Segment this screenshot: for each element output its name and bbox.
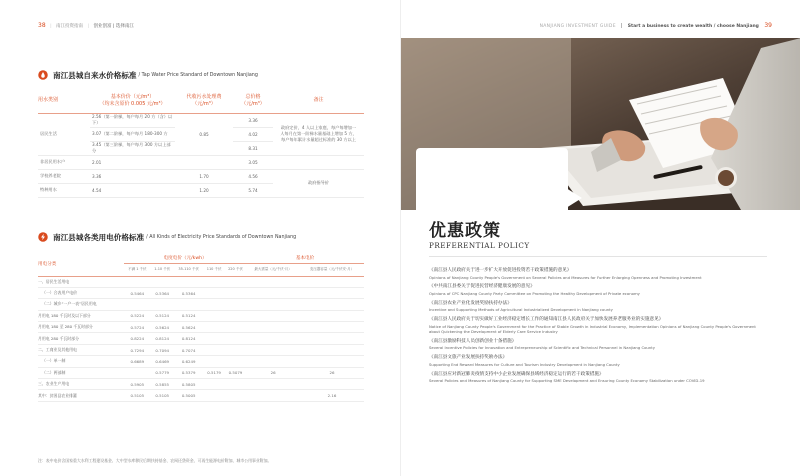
- elec-price-cell: 0.5005: [174, 390, 204, 401]
- table-row: [38, 276, 364, 287]
- policy-item: [429, 355, 767, 367]
- elec-price-cell: [203, 299, 224, 310]
- elec-subheader: 1-10 千伏: [151, 263, 174, 276]
- elec-row-label: （二）两部制: [38, 367, 124, 378]
- header-category: 南江投资指南: [56, 24, 84, 29]
- elec-price-cell: 0.5124: [174, 310, 204, 321]
- water-tier-total: 8.31: [233, 141, 273, 155]
- elec-price-cell: 0.5724: [124, 322, 151, 333]
- policy-title-en-item: Opinions of CPC Nanjiang County Party Committee on Promoting the Healthy Development of Private economy: [429, 290, 640, 296]
- electricity-table-body: [38, 276, 364, 401]
- page-number-left: 38: [38, 22, 46, 29]
- elec-price-cell: 0.5464: [124, 287, 151, 298]
- elec-price-cell: 0.7294: [124, 344, 151, 355]
- policy-title-en-item: Incentive and Supporting Methods of Agricultural Industrialized Development in Nanjiang county: [429, 307, 613, 313]
- water-header-note: 备注: [273, 89, 364, 113]
- elec-price-cell: [246, 333, 300, 344]
- elec-price-cell: [246, 379, 300, 390]
- table-row: [38, 333, 364, 344]
- table-row: [38, 390, 364, 401]
- elec-price-cell: [246, 276, 300, 287]
- elec-price-cell: [300, 287, 364, 298]
- policy-title-zh-item: 《南江县农业产业化发展奖励扶持办法》: [429, 300, 512, 306]
- policy-title-en: PREFERENTIAL POLICY: [429, 241, 530, 250]
- elec-price-cell: 0.5224: [124, 310, 151, 321]
- elec-price-cell: [246, 322, 300, 333]
- water-residential-label: 居民生活: [38, 113, 90, 155]
- elec-price-cell: [246, 390, 300, 401]
- elec-row-label: 其中：贫困县农业排灌: [38, 390, 124, 401]
- water-treatment-cell: [175, 155, 233, 169]
- elec-subheader: 220 千伏: [225, 263, 246, 276]
- elec-price-cell: [203, 356, 224, 367]
- elec-price-cell: 0.5624: [174, 322, 204, 333]
- elec-price-cell: 0.5364: [151, 287, 174, 298]
- elec-price-cell: 26: [246, 367, 300, 378]
- page-number-right: 39: [764, 22, 772, 29]
- policy-title-zh-item: 《南江县激励科技人员创新创业十条措施》: [429, 338, 517, 344]
- elec-price-cell: 26: [300, 367, 364, 378]
- elec-price-cell: 0.7094: [151, 344, 174, 355]
- water-header-total: 总价格 （元/m³）: [233, 89, 273, 113]
- elec-price-cell: [124, 367, 151, 378]
- elec-price-cell: [225, 333, 246, 344]
- elec-price-cell: [225, 322, 246, 333]
- elec-price-cell: [203, 379, 224, 390]
- policy-title-en-item: Supporting End Reward Measures for Culture and Tourism Industry Development in Nanjiang County: [429, 361, 620, 367]
- header-tagline: Start a business to create wealth / choose Nanjiang: [627, 24, 759, 29]
- elec-price-cell: [203, 390, 224, 401]
- water-type-cell: 特种用水: [38, 183, 90, 197]
- table-row: [38, 310, 364, 321]
- table-row: [38, 356, 364, 367]
- elec-header-type: 用电分类: [38, 253, 124, 276]
- elec-row-label: 月用电 180 千瓦时及以下部分: [38, 310, 124, 321]
- right-page: [400, 0, 800, 476]
- elec-price-cell: [300, 310, 364, 321]
- policy-list: [429, 268, 767, 388]
- elec-price-cell: [203, 287, 224, 298]
- elec-row-label: （二）城乡“一户一表”居民用电: [38, 299, 124, 310]
- elec-row-label: （一）合表用户电价: [38, 287, 124, 298]
- elec-price-cell: 0.8124: [151, 333, 174, 344]
- elec-price-cell: [300, 356, 364, 367]
- elec-price-cell: [246, 299, 300, 310]
- table-row: [38, 322, 364, 333]
- elec-price-cell: [300, 299, 364, 310]
- left-page-header: 38 | 南江投资指南 | 创业创富 | 选择南江: [38, 22, 134, 29]
- water-residential-note: 政府定价，4 人以上家庭，每户每增加一人每月在第一阶梯水量基础上增加 5 方，每户每年累计水量超过标准的 30 方以上: [273, 113, 364, 155]
- water-price-table: [38, 89, 364, 198]
- electricity-title-zh: 南江县城各类用电价格标准: [53, 232, 145, 242]
- elec-price-cell: 0.5179: [203, 367, 224, 378]
- electricity-price-table: [38, 253, 364, 402]
- elec-price-cell: [124, 276, 151, 287]
- elec-price-cell: 0.5364: [174, 287, 204, 298]
- water-drop-icon: [38, 70, 48, 80]
- policy-item: [429, 317, 767, 334]
- elec-price-cell: [203, 333, 224, 344]
- policy-title-zh-item: 《南江县人民政府关于进一步扩大开放促进投资若干政策措施的意见》: [429, 268, 572, 273]
- policy-divider: [429, 256, 767, 257]
- elec-price-cell: [300, 276, 364, 287]
- elec-row-label: 二、工商业及其他用电: [38, 344, 124, 355]
- policy-title-zh-item: 《中共南江县委关于促进民营经济健康发展的意见》: [429, 284, 535, 290]
- elec-subheader: 不满 1 千伏: [124, 263, 151, 276]
- elec-price-cell: 0.5624: [151, 322, 174, 333]
- water-residential-treatment: 0.85: [175, 113, 233, 155]
- policy-title-en-item: Several Policies and Measures of Nanjiang County for Supporting SME Development and Ensuring County Economy Stabilization under COVID-19: [429, 378, 705, 384]
- table-row: [38, 367, 364, 378]
- elec-price-cell: [300, 333, 364, 344]
- electricity-footnote: 注：表中电价含国家重大水利工程建设基金、大中型水库移民后期扶持基金、农网还贷资金、可再生能源电价附加、城市公用事业附加。: [38, 458, 272, 463]
- elec-price-cell: 0.5079: [225, 367, 246, 378]
- elec-price-cell: [300, 322, 364, 333]
- elec-row-label: 三、农业生产用电: [38, 379, 124, 390]
- water-title-zh: 南江县城自来水价格标准: [53, 70, 137, 80]
- elec-price-cell: [174, 276, 204, 287]
- water-tier-total: 3.36: [233, 113, 273, 127]
- elec-row-label: 月用电 180 至 280 千瓦时部分: [38, 322, 124, 333]
- elec-price-cell: [225, 310, 246, 321]
- elec-price-cell: [151, 276, 174, 287]
- water-tier-price: 2.56（第一阶梯，每户每月 20 方（含）以下）: [92, 114, 173, 125]
- elec-price-cell: [300, 379, 364, 390]
- elec-price-cell: [203, 344, 224, 355]
- elec-subheader: 110 千伏: [203, 263, 224, 276]
- table-row: [38, 299, 364, 310]
- elec-price-cell: [151, 299, 174, 310]
- elec-price-cell: [203, 310, 224, 321]
- elec-price-cell: [174, 299, 204, 310]
- elec-price-cell: 0.5379: [174, 367, 204, 378]
- policy-title-zh: 优惠政策: [429, 221, 501, 241]
- water-title-en: / Tap Water Price Standard of Downtown Nanjiang: [138, 72, 258, 78]
- elec-row-label: （一）单一制: [38, 356, 124, 367]
- policy-item: [429, 339, 767, 351]
- elec-header-price-group: 电度电价（元/kwh）: [124, 253, 246, 263]
- policy-title-zh-item: 《南江县人民政府关于切实做好工业经济稳定增长工作的通知南江县人民政府关于加快发展养老服务业的实施意见》: [429, 317, 664, 323]
- electricity-section-title: [38, 231, 296, 243]
- elec-price-cell: 0.8224: [124, 333, 151, 344]
- water-header-type: 用水类别: [38, 89, 90, 113]
- water-total-cell: 5.74: [233, 183, 273, 197]
- water-total-cell: 3.05: [233, 155, 273, 169]
- elec-price-cell: 2.16: [300, 390, 364, 401]
- water-other-note: 政府指导价: [273, 169, 364, 197]
- elec-price-cell: 0.5855: [151, 379, 174, 390]
- elec-subheader: 最大需量（元/千伏·月）: [246, 263, 300, 276]
- elec-price-cell: 0.5905: [124, 379, 151, 390]
- elec-price-cell: 0.7074: [174, 344, 204, 355]
- policy-title-zh-item: 《南江县应对新冠肺炎疫情支持中小企业发展确保县域经济稳定运行的若干政策措施》: [429, 371, 604, 377]
- water-treatment-cell: 1.20: [175, 183, 233, 197]
- elec-header-basic-group: 基本电价: [246, 253, 364, 263]
- water-price-cell: 4.54: [90, 183, 175, 197]
- elec-price-cell: 0.5105: [124, 390, 151, 401]
- elec-price-cell: 0.6689: [124, 356, 151, 367]
- policy-title-zh-item: 《南江县文旅产业发展扶持奖励办法》: [429, 355, 508, 361]
- elec-subheader: 35-110 千伏: [174, 263, 204, 276]
- water-tier-total: 4.02: [233, 127, 273, 141]
- policy-title-en-item: Several Incentive Policies for Innovation and Entrepreneurship of Scientific and Technical Personnel in Nanjiang County: [429, 345, 655, 351]
- water-header-price: 基本价价（元/m³） （均未含原价 0.005 元/m³）: [90, 89, 175, 113]
- policy-title-en-item: Opinions of Nanjiang County People's Government on Several Policies and Measures for Further Enlarging Openness and Promoting Investment: [429, 274, 702, 280]
- header-english: NANJIANG INVESTMENT GUIDE: [539, 24, 616, 29]
- elec-price-cell: [225, 356, 246, 367]
- water-total-cell: 4.56: [233, 169, 273, 183]
- policy-item: [429, 372, 767, 384]
- elec-price-cell: 0.8124: [174, 333, 204, 344]
- elec-price-cell: 0.5805: [174, 379, 204, 390]
- water-treatment-cell: 1.70: [175, 169, 233, 183]
- elec-subheader: 变压器容量（元/千伏安·月）: [300, 263, 364, 276]
- elec-price-cell: [246, 344, 300, 355]
- elec-price-cell: [225, 299, 246, 310]
- elec-price-cell: [225, 390, 246, 401]
- elec-price-cell: [246, 287, 300, 298]
- elec-price-cell: [124, 299, 151, 310]
- policy-item: [429, 284, 767, 296]
- policy-item: [429, 301, 767, 313]
- table-row: [38, 113, 364, 127]
- elec-price-cell: 0.6469: [151, 356, 174, 367]
- elec-price-cell: [225, 276, 246, 287]
- water-section-title: [38, 69, 258, 81]
- lightning-icon: [38, 232, 48, 242]
- table-row: [38, 287, 364, 298]
- water-type-cell: 非居民用水户: [38, 155, 90, 169]
- elec-price-cell: 0.6249: [174, 356, 204, 367]
- water-price-cell: 2.01: [90, 155, 175, 169]
- water-tier-price: 3.45（第三阶梯，每户每月 300 方以上部分: [92, 142, 171, 153]
- elec-price-cell: [246, 356, 300, 367]
- right-page-header: [540, 22, 772, 29]
- policy-item: [429, 268, 767, 280]
- elec-price-cell: [225, 379, 246, 390]
- water-price-cell: 3.36: [90, 169, 175, 183]
- elec-price-cell: [300, 344, 364, 355]
- table-row: [38, 379, 364, 390]
- elec-price-cell: 0.5779: [151, 367, 174, 378]
- elec-price-cell: [246, 310, 300, 321]
- elec-price-cell: [203, 276, 224, 287]
- elec-price-cell: 0.5124: [151, 310, 174, 321]
- elec-price-cell: [225, 287, 246, 298]
- elec-row-label: 一、居民生活用电: [38, 276, 124, 287]
- table-row: [38, 344, 364, 355]
- water-tier-price: 3.07（第二阶梯，每户每月 180-300 方: [92, 131, 168, 136]
- policy-title-en-item: Notice of Nanjiang County People's Government for the Practice of Stable Growth in Industrial Economy, Implementation Opinions of Nanjiang County People's Government about Quickening the Development of Elderly Care Service Industry: [429, 323, 756, 334]
- elec-price-cell: [203, 322, 224, 333]
- table-row: [38, 169, 364, 183]
- water-header-treatment: 代收污水处理费 （元/m³）: [175, 89, 233, 113]
- elec-price-cell: [225, 344, 246, 355]
- elec-row-label: 月用电 280 千瓦时部分: [38, 333, 124, 344]
- water-type-cell: 学校养老院: [38, 169, 90, 183]
- electricity-title-en: / All Kinds of Electricity Price Standards of Downtown Nanjiang: [146, 234, 297, 240]
- table-row: [38, 155, 364, 169]
- elec-price-cell: 0.5105: [151, 390, 174, 401]
- header-section: 创业创富 | 选择南江: [93, 24, 134, 29]
